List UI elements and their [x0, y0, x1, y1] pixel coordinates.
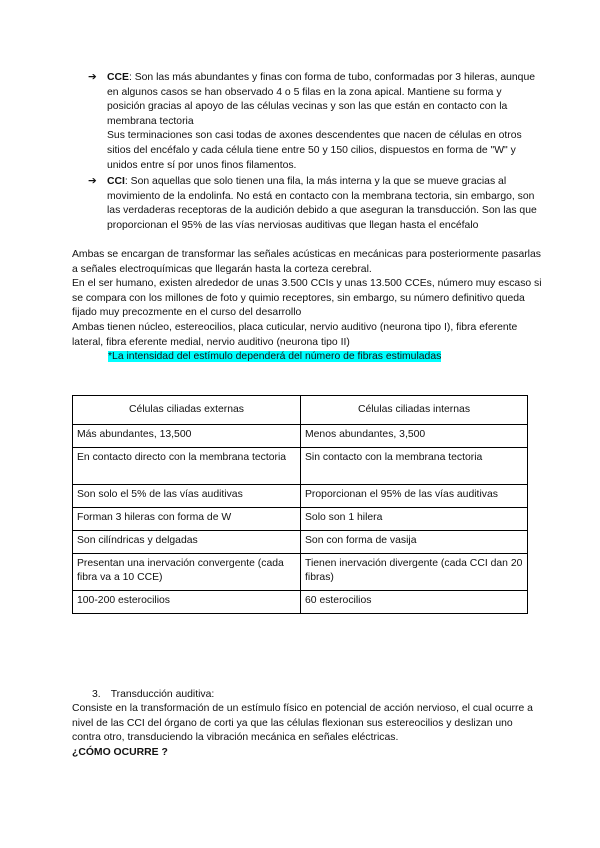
- section-body: [72, 702, 542, 746]
- table-cell: 100-200 esterocilios: [73, 591, 301, 614]
- table-header-row: [73, 396, 528, 425]
- highlight-note: [108, 350, 441, 365]
- table-cell: Más abundantes, 13,500: [73, 425, 301, 448]
- table-header-cce: Células ciliadas externas: [73, 396, 301, 425]
- term-cci: CCI: [107, 176, 125, 187]
- bullet-cce-paragraph-1: [107, 71, 538, 129]
- table-cell: 60 esterocilios: [301, 591, 528, 614]
- term-cce: CCE: [107, 72, 129, 83]
- bullet-cci-text: : Son aquellas que solo tienen una fila, la más interna y la que se mueve gracias al movimiento de la endolinfa. No está en contacto con la membrana tectoria, sin embargo, son las verdaderas receptoras de la audición debido a que aseguran la transducción. Son las que proporcionan el 95% de las vías nerviosas auditivas que llegan hasta el encéfalo: [107, 176, 537, 231]
- table-row: [73, 554, 528, 591]
- arrow-bullet-icon: ➔: [88, 72, 97, 83]
- section-title: Transducción auditiva:: [110, 689, 215, 700]
- table-cell: Tienen inervación divergente (cada CCI dan 20 fibras): [301, 554, 528, 591]
- bullet-cce-text-2: Sus terminaciones son casi todas de axones descendentes que nacen de células en otros sitios del encéfalo y cada célula tiene entre 50 y 150 cilios, dispuestos en forma de "W" y unidos entre sí por unos finos filamentos.: [107, 130, 522, 171]
- table-cell: Presentan una inervación convergente (cada fibra va a 10 CCE): [73, 554, 301, 591]
- table-row: [73, 425, 528, 448]
- table-cell: Menos abundantes, 3,500: [301, 425, 528, 448]
- table-cell: Solo son 1 hilera: [301, 508, 528, 531]
- table-cell: Sin contacto con la membrana tectoria: [301, 448, 528, 485]
- question-heading: ¿CÓMO OCURRE ?: [72, 747, 168, 758]
- paragraph-common-structures: Ambas tienen núcleo, estereocilios, placa cuticular, nervio auditivo (neurona tipo I), fibra eferente lateral, fibra eferente medial, nervio auditivo (neurona tipo II): [72, 321, 518, 348]
- table-cell: Son solo el 5% de las vías auditivas: [73, 485, 301, 508]
- bullet-cce: [88, 71, 538, 173]
- section-body-text: Consiste en la transformación de un estímulo físico en potencial de acción nervioso, el cual ocurre a nivel de las CCI del órgano de corti ya que las células flexionan sus estereocilios y deslizan uno contra otro, transduciendo la vibración mecánica en señales eléctricas.: [72, 703, 533, 744]
- bullet-cce-text-1: : Son las más abundantes y finas con forma de tubo, conformadas por 3 hileras, aunque en algunos casos se han observado 4 o 5 filas en la zona apical. Mantiene su forma y posición gracias al apoyo de las células vecinas y son las que están en contacto con la membrana tectoria: [107, 72, 536, 127]
- table-cell: Son con forma de vasija: [301, 531, 528, 554]
- table-row: [73, 508, 528, 531]
- table-row: [73, 591, 528, 614]
- table-cell: Son cilíndricas y delgadas: [73, 531, 301, 554]
- section-heading: [92, 688, 214, 703]
- table-cell: Proporcionan el 95% de las vías auditivas: [301, 485, 528, 508]
- arrow-bullet-icon: ➔: [88, 176, 97, 187]
- table-header-cci: Células ciliadas internas: [301, 396, 528, 425]
- paragraph-transformation: Ambas se encargan de transformar las señales acústicas en mecánicas para posteriormente pasarlas a señales electroquímicas que llegarán hasta la corteza cerebral.: [72, 249, 541, 275]
- table-cell: Forman 3 hileras con forma de W: [73, 508, 301, 531]
- section-number: 3.: [92, 689, 101, 700]
- table-row: [73, 485, 528, 508]
- table-cell: En contacto directo con la membrana tectoria: [73, 448, 301, 485]
- comparison-table: [72, 395, 528, 614]
- paragraph-count: En el ser humano, existen alrededor de unas 3.500 CCIs y unas 13.500 CCEs, número muy escaso si se compara con los millones de foto y quimio receptores, sin embargo, su número definitivo queda fijado muy precozmente en el curso del desarrollo: [72, 278, 542, 319]
- body-paragraphs: [72, 248, 542, 350]
- bullet-cci-paragraph: [107, 175, 538, 233]
- highlight-note-text: *La intensidad del estímulo dependerá del número de fibras estimuladas: [108, 351, 442, 362]
- bullet-cci: [88, 175, 538, 233]
- table-row: [73, 531, 528, 554]
- table-row: [73, 448, 528, 485]
